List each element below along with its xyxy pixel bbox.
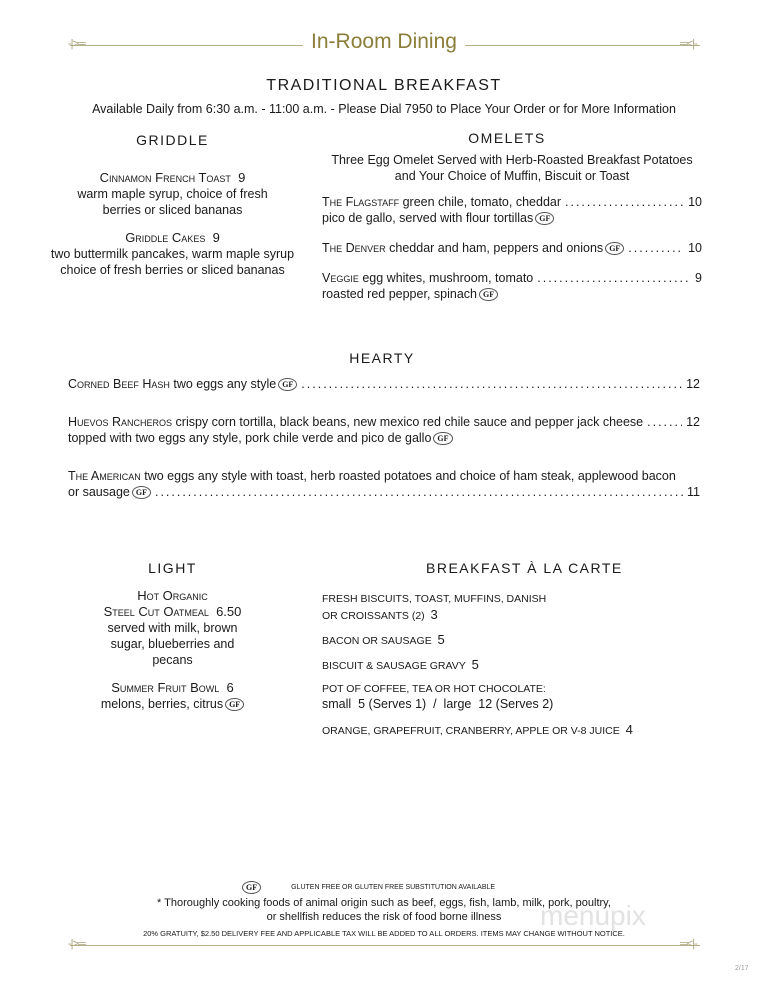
item-price: 11 bbox=[687, 485, 700, 499]
page-number: 2/17 bbox=[735, 965, 749, 972]
page-title: In-Room Dining bbox=[0, 30, 768, 54]
item-name: Veggie bbox=[322, 271, 359, 285]
menu-item bbox=[322, 270, 702, 286]
item-desc: crispy corn tortilla, black beans, new mexico red chile sauce and pepper jack cheese bbox=[175, 415, 644, 429]
hearty-section bbox=[68, 350, 700, 500]
item-name: The American bbox=[68, 469, 141, 483]
omelets-heading: OMELETS bbox=[468, 130, 546, 146]
item-name: Hot Organic bbox=[137, 588, 208, 603]
hearty-heading: HEARTY bbox=[349, 350, 415, 366]
ornament-icon: -|>═ bbox=[68, 938, 85, 950]
menu-item bbox=[322, 632, 702, 647]
omelets-section bbox=[322, 130, 702, 302]
menu-item bbox=[322, 240, 702, 256]
item-price: 3 bbox=[430, 607, 438, 622]
item-name: BISCUIT & SAUSAGE GRAVY bbox=[322, 660, 466, 672]
item-desc: served with milk, brown sugar, blueberries and pecans bbox=[107, 621, 238, 667]
item-price: 9 bbox=[238, 170, 246, 185]
a-la-carte-section bbox=[322, 560, 702, 737]
omelets-intro: Three Egg Omelet Served with Herb-Roasted Breakfast Potatoes bbox=[331, 153, 693, 167]
item-desc: warm maple syrup, choice of fresh berries or sliced bananas bbox=[77, 187, 268, 217]
item-desc: cheddar and ham, peppers and onions bbox=[389, 241, 604, 255]
item-name: ORANGE, GRAPEFRUIT, CRANBERRY, APPLE OR V-8 JUICE bbox=[322, 725, 620, 737]
item-price: 9 bbox=[212, 230, 220, 245]
item-desc: or sausage bbox=[68, 485, 130, 499]
item-desc: two eggs any style with toast, herb roasted potatoes and choice of ham steak, applewood bacon bbox=[144, 469, 676, 483]
item-price: 6 bbox=[226, 680, 234, 695]
item-name: FRESH BISCUITS, TOAST, MUFFINS, DANISH bbox=[322, 593, 547, 605]
item-price: 12 bbox=[686, 377, 700, 391]
gluten-free-icon: GF bbox=[132, 486, 151, 499]
omelets-intro: and Your Choice of Muffin, Biscuit or Toast bbox=[394, 169, 630, 183]
item-name: Summer Fruit Bowl bbox=[111, 680, 220, 695]
availability-note: Available Daily from 6:30 a.m. - 11:00 a.m. - Please Dial 7950 to Place Your Order or for More Information bbox=[92, 102, 676, 116]
section-title: TRADITIONAL BREAKFAST bbox=[266, 77, 502, 94]
item-desc: green chile, tomato, cheddar bbox=[402, 195, 562, 209]
item-desc: roasted red pepper, spinach bbox=[322, 287, 477, 301]
gluten-free-icon: GF bbox=[242, 881, 261, 894]
fees-note: 20% GRATUITY, $2.50 DELIVERY FEE AND APPLICABLE TAX WILL BE ADDED TO ALL ORDERS. ITEMS MAY CHANGE WITHOUT NOTICE. bbox=[143, 929, 625, 938]
item-price: small 5 (Serves 1) / large 12 (Serves 2) bbox=[322, 697, 554, 711]
item-name: Huevos Rancheros bbox=[68, 415, 173, 429]
gf-legend bbox=[240, 878, 495, 896]
item-name: OR CROISSANTS (2) bbox=[322, 610, 425, 622]
item-price: 5 bbox=[437, 632, 445, 647]
item-name: Cinnamon French Toast bbox=[99, 170, 231, 185]
bottom-rule bbox=[70, 945, 700, 946]
ornament-icon: -|>═ bbox=[68, 38, 85, 50]
item-price: 9 bbox=[695, 271, 702, 285]
ornament-icon: ═<|- bbox=[680, 938, 697, 950]
item-name: Steel Cut Oatmeal bbox=[103, 604, 209, 619]
gluten-free-icon: GF bbox=[605, 242, 624, 255]
menu-item bbox=[322, 592, 702, 624]
menu-item bbox=[50, 170, 295, 186]
menu-item bbox=[68, 376, 700, 392]
gluten-free-icon: GF bbox=[225, 698, 244, 711]
item-desc: egg whites, mushroom, tomato bbox=[362, 271, 534, 285]
item-name: BACON OR SAUSAGE bbox=[322, 635, 432, 647]
menu-item bbox=[68, 414, 700, 430]
light-section bbox=[60, 560, 285, 712]
a-la-carte-heading: BREAKFAST À LA CARTE bbox=[426, 560, 623, 576]
griddle-section bbox=[50, 132, 295, 278]
item-price: 6.50 bbox=[216, 604, 242, 619]
item-name: The Flagstaff bbox=[322, 195, 400, 209]
item-desc: two eggs any style bbox=[173, 377, 277, 391]
watermark: menupix bbox=[540, 900, 646, 931]
menu-item bbox=[50, 230, 295, 246]
menu-item bbox=[322, 194, 702, 210]
menu-item bbox=[322, 682, 702, 712]
warning-line: or shellfish reduces the risk of food borne illness bbox=[266, 911, 502, 923]
item-price: 10 bbox=[688, 241, 702, 255]
gluten-free-icon: GF bbox=[278, 378, 297, 391]
menu-item bbox=[322, 722, 702, 737]
item-name: Griddle Cakes bbox=[125, 230, 206, 245]
warning-line: * Thoroughly cooking foods of animal origin such as beef, eggs, fish, lamb, milk, pork, poultry, bbox=[157, 897, 611, 909]
item-price: 12 bbox=[686, 415, 700, 429]
item-price: 10 bbox=[688, 195, 702, 209]
ornament-icon: ═<|- bbox=[680, 38, 697, 50]
gluten-free-icon: GF bbox=[479, 288, 498, 301]
item-price: 5 bbox=[471, 657, 479, 672]
item-name: Corned Beef Hash bbox=[68, 377, 170, 391]
item-desc: pico de gallo, served with flour tortillas bbox=[322, 211, 534, 225]
gluten-free-icon: GF bbox=[535, 212, 554, 225]
menu-item bbox=[322, 657, 702, 672]
griddle-heading: GRIDDLE bbox=[136, 132, 209, 148]
item-price: 4 bbox=[625, 722, 633, 737]
food-warning bbox=[0, 896, 768, 924]
light-heading: LIGHT bbox=[148, 560, 197, 576]
item-name: The Denver bbox=[322, 241, 386, 255]
gluten-free-icon: GF bbox=[433, 432, 452, 445]
menu-item bbox=[68, 468, 700, 484]
item-desc: two buttermilk pancakes, warm maple syrup choice of fresh berries or sliced bananas bbox=[50, 247, 295, 277]
item-desc: melons, berries, citrus bbox=[100, 697, 224, 711]
item-desc: topped with two eggs any style, pork chile verde and pico de gallo bbox=[68, 431, 432, 445]
item-name: POT OF COFFEE, TEA OR HOT CHOCOLATE: bbox=[322, 683, 546, 695]
gf-note: GLUTEN FREE OR GLUTEN FREE SUBSTITUTION AVAILABLE bbox=[291, 884, 496, 891]
